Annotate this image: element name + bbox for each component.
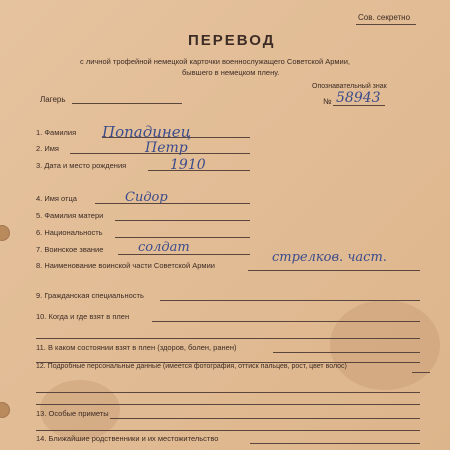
punch-hole: [0, 225, 10, 241]
field-line: [115, 220, 250, 221]
field-continuation-line: [36, 338, 420, 339]
field-line: [110, 418, 420, 419]
field-line: [160, 300, 420, 301]
punch-hole: [0, 402, 10, 418]
field-handwritten-value: 1910: [170, 157, 206, 173]
id-number-value: 58943: [336, 90, 381, 106]
page-title: ПЕРЕВОД: [188, 32, 276, 49]
id-number-prefix: №: [323, 97, 332, 106]
field-continuation-line: [36, 430, 420, 431]
id-mark-label: Опознавательный знак: [312, 83, 387, 90]
field-label: 7. Воинское звание: [36, 245, 104, 254]
id-number-line: [333, 105, 385, 106]
field-label: 11. В каком состоянии взят в плен (здоров, болен, ранен): [36, 343, 237, 352]
field-label: 3. Дата и место рождения: [36, 161, 127, 170]
field-label: 14. Ближайшие родственники и их местожительство: [36, 434, 219, 443]
field-label: 13. Особые приметы: [36, 409, 109, 418]
camp-line: [72, 103, 182, 104]
field-line: [250, 443, 420, 444]
subtitle-line-1: с личной трофейной немецкой карточки военнослужащего Советской Армии,: [80, 57, 351, 66]
field-label: 2. Имя: [36, 144, 59, 153]
field-label: 10. Когда и где взят в плен: [36, 312, 130, 321]
field-line: [248, 270, 420, 271]
field-handwritten-value: Петр: [145, 140, 188, 156]
paper-stain: [330, 300, 440, 390]
classification-underline: [356, 24, 416, 25]
field-handwritten-value: Сидор: [125, 190, 168, 205]
field-continuation-line: [36, 392, 420, 393]
field-line: [115, 237, 250, 238]
field-continuation-line: [36, 404, 420, 405]
field-label: 4. Имя отца: [36, 194, 77, 203]
field-label: 8. Наименование воинской части Советской Армии: [36, 261, 215, 270]
field-handwritten-value: стрелков. част.: [272, 250, 387, 265]
field-label: 6. Национальность: [36, 228, 103, 237]
field-handwritten-value: Попадинец: [102, 123, 192, 141]
classification-mark: Сов. секретно: [358, 13, 411, 22]
field-line: [412, 372, 430, 373]
field-label: 1. Фамилия: [36, 128, 77, 137]
field-handwritten-value: солдат: [138, 240, 190, 255]
camp-label: Лагерь: [40, 95, 66, 104]
field-line: [273, 352, 420, 353]
field-label: 12. Подробные персональные данные (имеется фотография, оттиск пальцев, рост, цвет волос): [36, 363, 347, 370]
field-label: 5. Фамилия матери: [36, 211, 104, 220]
field-line: [95, 203, 250, 204]
field-label: 9. Гражданская специальность: [36, 291, 144, 300]
subtitle-line-2: бывшего в немецком плену.: [182, 68, 280, 77]
field-line: [152, 321, 420, 322]
